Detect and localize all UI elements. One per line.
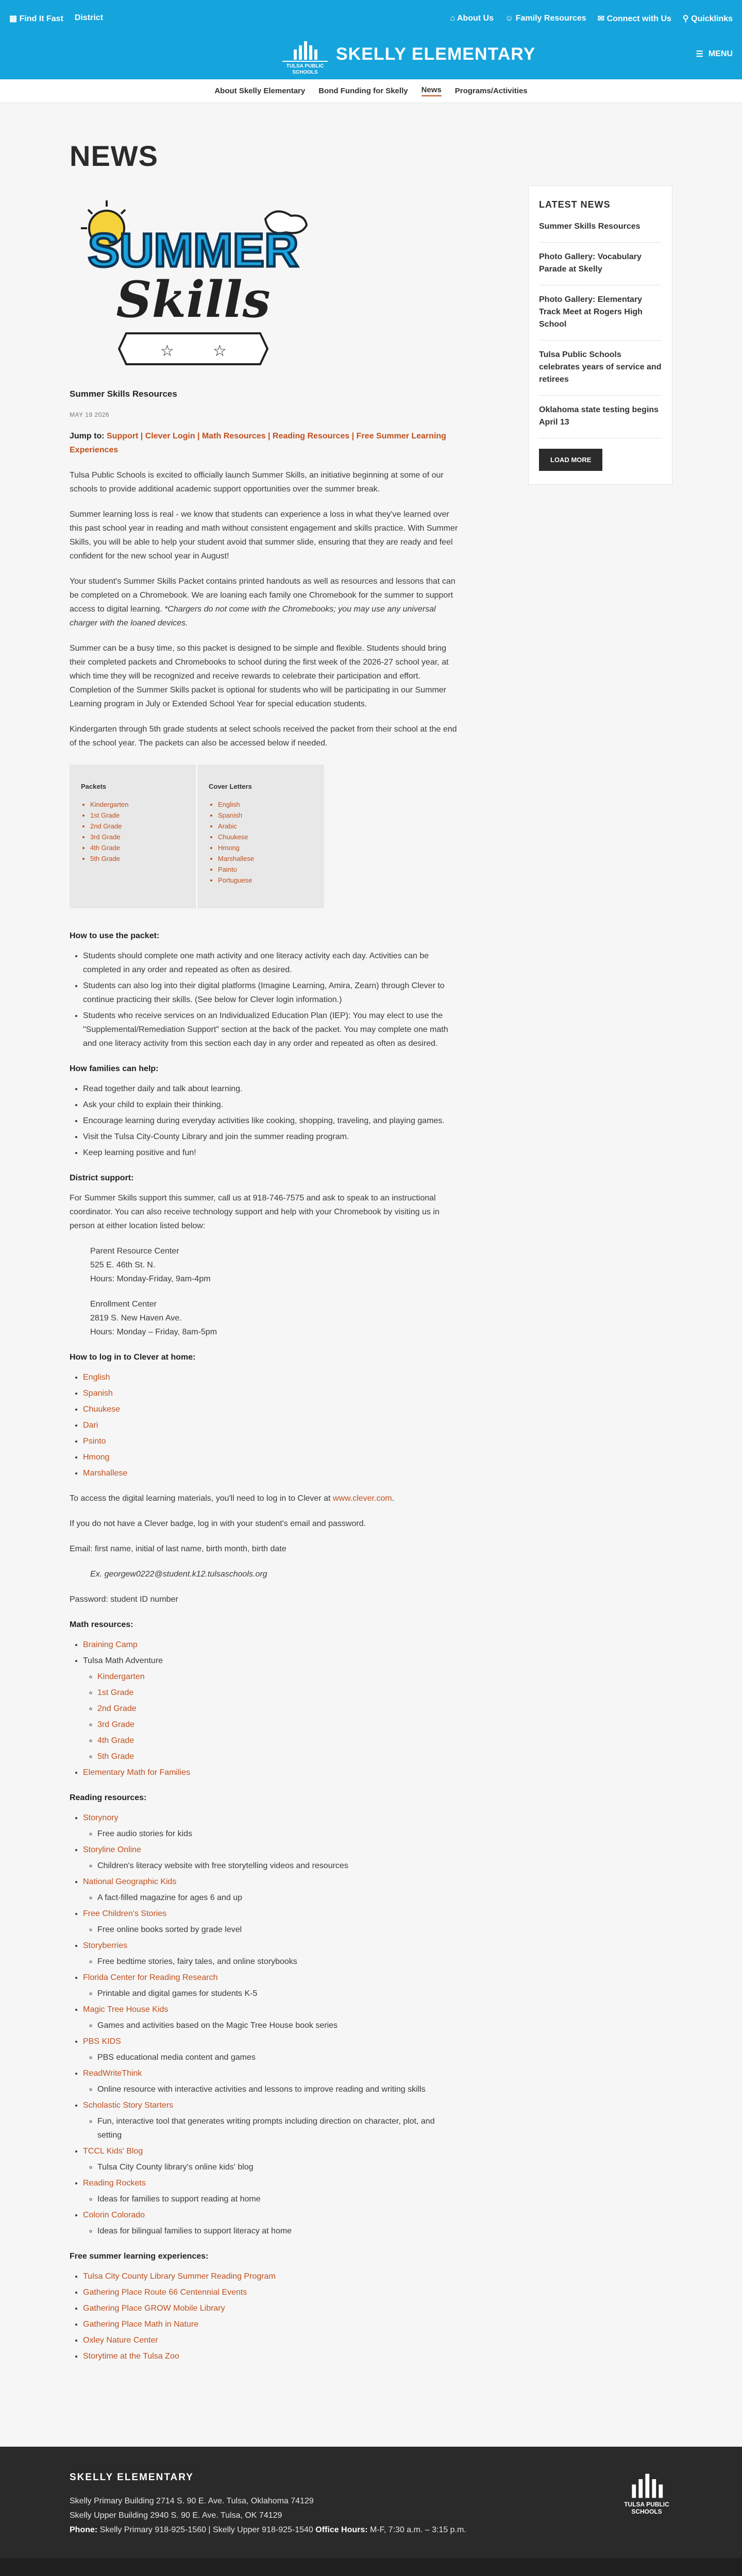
- list-item[interactable]: • TCCL Kids' Blog ◦ Tulsa City County library's online kids' blog: [83, 2144, 461, 2174]
- news-item[interactable]: Oklahoma state testing begins April 13: [539, 404, 662, 438]
- nav-news[interactable]: News: [421, 86, 442, 96]
- building-icon: [290, 40, 321, 61]
- news-item[interactable]: Tulsa Public Schools celebrates years of service and retirees: [539, 349, 662, 396]
- news-item[interactable]: Summer Skills Resources: [539, 221, 662, 243]
- list-item[interactable]: • Chuukese: [83, 1402, 461, 1416]
- school-logo[interactable]: [282, 32, 535, 76]
- cover-letters-heading: Cover Letters: [209, 783, 252, 790]
- load-more-button[interactable]: LOAD MORE: [539, 449, 602, 471]
- support-paragraph: For Summer Skills support this summer, call us at 918-746-7575 and ask to speak to an instructional coordinator. You can also receive technology support and help with your Chromebook by visiting us in person at either location listed below:: [70, 1194, 440, 1230]
- header: [0, 36, 742, 79]
- article: [70, 188, 461, 2363]
- jump-to: Jump to: Support | Clever Login | Math Resources | Reading Resources | Free Summer Learning Experiences: [70, 432, 446, 454]
- list-item[interactable]: • Storyline Online ◦ Children's literacy website with free storytelling videos and resources: [83, 1843, 461, 1873]
- list-item: • Students can also log into their digital platforms (Imagine Learning, Amira, Zearn) through Clever to continue practicing their skills. (See below for Clever login information.): [83, 979, 461, 1007]
- news-item[interactable]: Photo Gallery: Vocabulary Parade at Skelly: [539, 251, 662, 285]
- school-name: SKELLY ELEMENTARY: [336, 44, 536, 64]
- list-item[interactable]: • Braining Camp: [83, 1638, 461, 1652]
- packets-table: [70, 765, 324, 908]
- parent-resource-center: Parent Resource Center 525 E. 46th St. N. Hours: Monday-Friday, 9am-4pm: [90, 1247, 211, 1283]
- footer: [0, 2447, 742, 2558]
- social-bar: [0, 2558, 742, 2576]
- paragraph-packet: Your student's Summer Skills Packet contains printed handouts as well as resources and lessons that can be completed on a Chromebook. We are loaning each family one Chromebook for the summer to support access to digital learning. *Chargers do not come with the Chromebooks; you may use any universal charger with the loaned devices.: [70, 577, 456, 628]
- list-item[interactable]: • Colorin Colorado ◦ Ideas for bilingual families to support literacy at home: [83, 2208, 461, 2238]
- list-item: • Students who receive services on an Individualized Education Plan (IEP): You may elect to use the "Supplemental/Remediation Support" section at the back of the packet. You may complete one math and one literacy activity from this section each day in any order and repeated as often as desired.: [83, 1009, 461, 1050]
- nav-programs[interactable]: Programs/Activities: [454, 87, 528, 95]
- list-item[interactable]: • Free Children's Stories ◦ Free online books sorted by grade level: [83, 1907, 461, 1937]
- packet-link-kindergarten[interactable]: • Kindergarten: [90, 799, 185, 810]
- district-link[interactable]: District: [74, 13, 104, 22]
- support-heading: District support:: [70, 1174, 134, 1182]
- list-item: • Encourage learning during everyday activities like cooking, shopping, traveling, and playing games.: [83, 1114, 461, 1128]
- content-area: [0, 103, 742, 2447]
- letter-link[interactable]: • Hmong: [218, 842, 313, 853]
- list-item[interactable]: • Marshallese: [83, 1466, 461, 1480]
- letter-link[interactable]: • Spanish: [218, 810, 313, 821]
- people-icon: ☺: [504, 14, 516, 23]
- letter-link[interactable]: • Arabic: [218, 821, 313, 832]
- packet-link-3rd[interactable]: • 3rd Grade: [90, 832, 185, 842]
- families-list: [83, 1082, 461, 1160]
- mail-icon: ✉: [597, 14, 607, 23]
- page-title: NEWS: [70, 140, 158, 172]
- district-footer-logo[interactable]: TULSA PUBLIC SCHOOLS: [618, 2472, 675, 2515]
- list-item: • Read together daily and talk about learning.: [83, 1082, 461, 1096]
- list-item[interactable]: • Gathering Place Math in Nature: [83, 2317, 461, 2331]
- connect-with-us-link[interactable]: ✉ Connect with Us: [597, 14, 671, 23]
- find-it-fast-link[interactable]: ▦ Find It Fast: [9, 14, 63, 23]
- families-heading: How families can help:: [70, 1064, 159, 1073]
- clever-heading: How to log in to Clever at home:: [70, 1353, 196, 1362]
- footer-address-upper: Skelly Upper Building 2940 S. 90 E. Ave. Tulsa, OK 74129: [70, 2511, 282, 2520]
- list-item[interactable]: • Magic Tree House Kids ◦ Games and activities based on the Magic Tree House book series: [83, 2003, 461, 2032]
- footer-school-name: SKELLY ELEMENTARY: [70, 2472, 194, 2483]
- jump-links[interactable]: Support | Clever Login | Math Resources | Reading Resources | Free Summer Learning Experiences: [70, 432, 446, 454]
- how-to-use-list: [83, 949, 461, 1050]
- letter-link[interactable]: • Chuukese: [218, 832, 313, 842]
- list-item[interactable]: • National Geographic Kids ◦ A fact-filled magazine for ages 6 and up: [83, 1875, 461, 1905]
- about-us-link[interactable]: ⌂ About Us: [450, 14, 494, 23]
- list-item[interactable]: ◦ 5th Grade: [97, 1750, 461, 1764]
- clever-link[interactable]: www.clever.com: [332, 1494, 392, 1503]
- main-nav: [0, 79, 742, 103]
- packet-link-2nd[interactable]: • 2nd Grade: [90, 821, 185, 832]
- list-item: • Ask your child to explain their thinking.: [83, 1098, 461, 1112]
- story-title: Summer Skills Resources: [70, 389, 177, 399]
- hamburger-icon: ☰: [696, 50, 703, 59]
- free-experiences-heading: Free summer learning experiences:: [70, 2252, 209, 2261]
- clever-password-paragraph: Password: student ID number: [70, 1595, 178, 1604]
- packet-link-1st[interactable]: • 1st Grade: [90, 810, 185, 821]
- packets-column: [70, 765, 196, 908]
- building-icon: [622, 2472, 671, 2499]
- how-to-use-heading: How to use the packet:: [70, 931, 160, 940]
- letter-link[interactable]: • Painto: [218, 864, 313, 875]
- list-item[interactable]: • Spanish: [83, 1386, 461, 1400]
- math-heading: Math resources:: [70, 1620, 133, 1629]
- list-item: • Keep learning positive and fun!: [83, 1146, 461, 1160]
- list-item[interactable]: • PBS KIDS ◦ PBS educational media content and games: [83, 2035, 461, 2064]
- list-item[interactable]: • Scholastic Story Starters ◦ Fun, interactive tool that generates writing prompts including direction on character, plot, and setting: [83, 2098, 461, 2142]
- reading-heading: Reading resources:: [70, 1793, 147, 1802]
- list-item: • Students should complete one math activity and one literacy activity each day. Activities can be completed in any order and repeated as often as desired.: [83, 949, 461, 977]
- list-item[interactable]: • Oxley Nature Center: [83, 2333, 461, 2347]
- link-icon: ⚲: [682, 14, 692, 23]
- letter-link[interactable]: • English: [218, 799, 313, 810]
- list-item: • Tulsa Math Adventure ◦ Kindergarten ◦ 1st Grade ◦ 2nd Grade ◦ 3rd Grade ◦ 4th Grade ◦ 5th Grade: [83, 1654, 461, 1764]
- free-experiences-list: [83, 2269, 461, 2363]
- family-resources-link[interactable]: ☺ Family Resources: [504, 14, 586, 23]
- letter-link[interactable]: • Portuguese: [218, 875, 313, 886]
- list-item[interactable]: • ReadWriteThink ◦ Online resource with interactive activities and lessons to improve reading and writing skills: [83, 2066, 461, 2096]
- grid-icon: ▦: [9, 14, 20, 23]
- packet-link-4th[interactable]: • 4th Grade: [90, 842, 185, 853]
- math-list: [83, 1638, 461, 1780]
- list-item[interactable]: ◦ 1st Grade: [97, 1686, 461, 1700]
- list-item[interactable]: ◦ Kindergarten: [97, 1670, 461, 1684]
- clever-access-paragraph: To access the digital learning materials, you'll need to log in to Clever at www.clever.com.: [70, 1494, 395, 1503]
- story-date: MAY 19 2026: [70, 411, 110, 418]
- clever-email-paragraph: Email: first name, initial of last name, birth month, birth date: [70, 1545, 286, 1553]
- paragraph-kindergarten: Kindergarten through 5th grade students at select schools received the packet from their school at the end of the school year. The packets can also be accessed below if needed.: [70, 725, 457, 748]
- utility-left: [9, 13, 103, 24]
- footer-address-primary: Skelly Primary Building 2714 S. 90 E. Ave. Tulsa, Oklahoma 74129: [70, 2497, 314, 2505]
- list-item[interactable]: • Storyberries ◦ Free bedtime stories, fairy tales, and online storybooks: [83, 1939, 461, 1969]
- list-item[interactable]: • Hmong: [83, 1450, 461, 1464]
- star-icon: ☆: [160, 343, 174, 360]
- footer-contact: Phone: Skelly Primary 918-925-1560 | Skelly Upper 918-925-1540 Office Hours: M-F, 7:30 a.m. – 3:15 p.m.: [70, 2526, 466, 2534]
- list-item[interactable]: • Florida Center for Reading Research ◦ Printable and digital games for students K-5: [83, 1971, 461, 2001]
- list-item[interactable]: • Psinto: [83, 1434, 461, 1448]
- list-item[interactable]: • Dari: [83, 1418, 461, 1432]
- district-name: TULSA PUBLIC SCHOOLS: [282, 61, 328, 76]
- list-item: • Visit the Tulsa City-County Library and join the summer reading program.: [83, 1130, 461, 1144]
- clever-badge-paragraph: If you do not have a Clever badge, log in with your student's email and password.: [70, 1519, 366, 1528]
- menu-button[interactable]: ☰ MENU: [696, 49, 733, 59]
- clever-language-list: [83, 1370, 461, 1480]
- list-item[interactable]: • Reading Rockets ◦ Ideas for families to support reading at home: [83, 2176, 461, 2206]
- list-item[interactable]: • Storynory ◦ Free audio stories for kids: [83, 1811, 461, 1841]
- quicklinks-link[interactable]: ⚲ Quicklinks: [682, 14, 733, 23]
- news-item[interactable]: Photo Gallery: Elementary Track Meet at Rogers High School: [539, 294, 662, 341]
- reading-list: [83, 1811, 461, 2238]
- latest-news-heading: LATEST NEWS: [539, 199, 611, 210]
- star-icon: ☆: [213, 343, 227, 360]
- utility-right: [450, 13, 733, 24]
- packet-link-5th[interactable]: • 5th Grade: [90, 853, 185, 864]
- district-logo-mark: [282, 32, 328, 76]
- list-item[interactable]: • Gathering Place Route 66 Centennial Events: [83, 2285, 461, 2299]
- nav-about[interactable]: About Skelly Elementary: [214, 87, 306, 95]
- home-icon: ⌂: [450, 14, 457, 23]
- utility-bar: [0, 0, 742, 36]
- paragraph-learning-loss: Summer learning loss is real - we know that students can experience a loss in what they've learned over this past school year in reading and math without consistent engagement and skills practice. With Summer Skills, you will be able to help your student avoid that summer slide, ensuring that they are ready and feel confident for the new school year in August!: [70, 510, 458, 561]
- paragraph-busy-time: Summer can be a busy time, so this packet is designed to be simple and flexible. Students should bring their completed packets and Chromebooks to school during the first week of the 2026-27 school year, at which time they will be recognized and receive rewards to celebrate their participation and effort. Completion of the Summer Skills packet is optional for students who will be participating in our Summer Learning program in July or Extended School Year for special education students.: [70, 644, 449, 708]
- list-item[interactable]: ◦ 2nd Grade: [97, 1702, 461, 1716]
- list-item[interactable]: • Tulsa City County Library Summer Reading Program: [83, 2269, 461, 2283]
- enrollment-center: Enrollment Center 2819 S. New Haven Ave. Hours: Monday – Friday, 8am-5pm: [90, 1300, 217, 1336]
- list-item[interactable]: ◦ 3rd Grade: [97, 1718, 461, 1732]
- summer-skills-hero-image: [70, 188, 317, 376]
- list-item[interactable]: • Elementary Math for Families: [83, 1766, 461, 1780]
- list-item[interactable]: • English: [83, 1370, 461, 1384]
- cover-letters-column: [196, 765, 324, 908]
- list-item[interactable]: • Storytime at the Tulsa Zoo: [83, 2349, 461, 2363]
- hero-line-1: SUMMER: [88, 224, 299, 277]
- latest-news-sidebar: [528, 185, 672, 485]
- clever-email-example: Ex. georgew0222@student.k12.tulsaschools.org: [90, 1570, 267, 1579]
- list-item[interactable]: ◦ 4th Grade: [97, 1734, 461, 1748]
- paragraph-intro: Tulsa Public Schools is excited to officially launch Summer Skills, an initiative beginning at some of our schools to provide additional academic support opportunities over the summer break.: [70, 471, 444, 494]
- list-item[interactable]: • Gathering Place GROW Mobile Library: [83, 2301, 461, 2315]
- nav-bond-funding[interactable]: Bond Funding for Skelly: [318, 87, 408, 95]
- letter-link[interactable]: • Marshallese: [218, 853, 313, 864]
- packets-heading: Packets: [81, 783, 107, 790]
- hero-line-2: Skills: [116, 270, 271, 329]
